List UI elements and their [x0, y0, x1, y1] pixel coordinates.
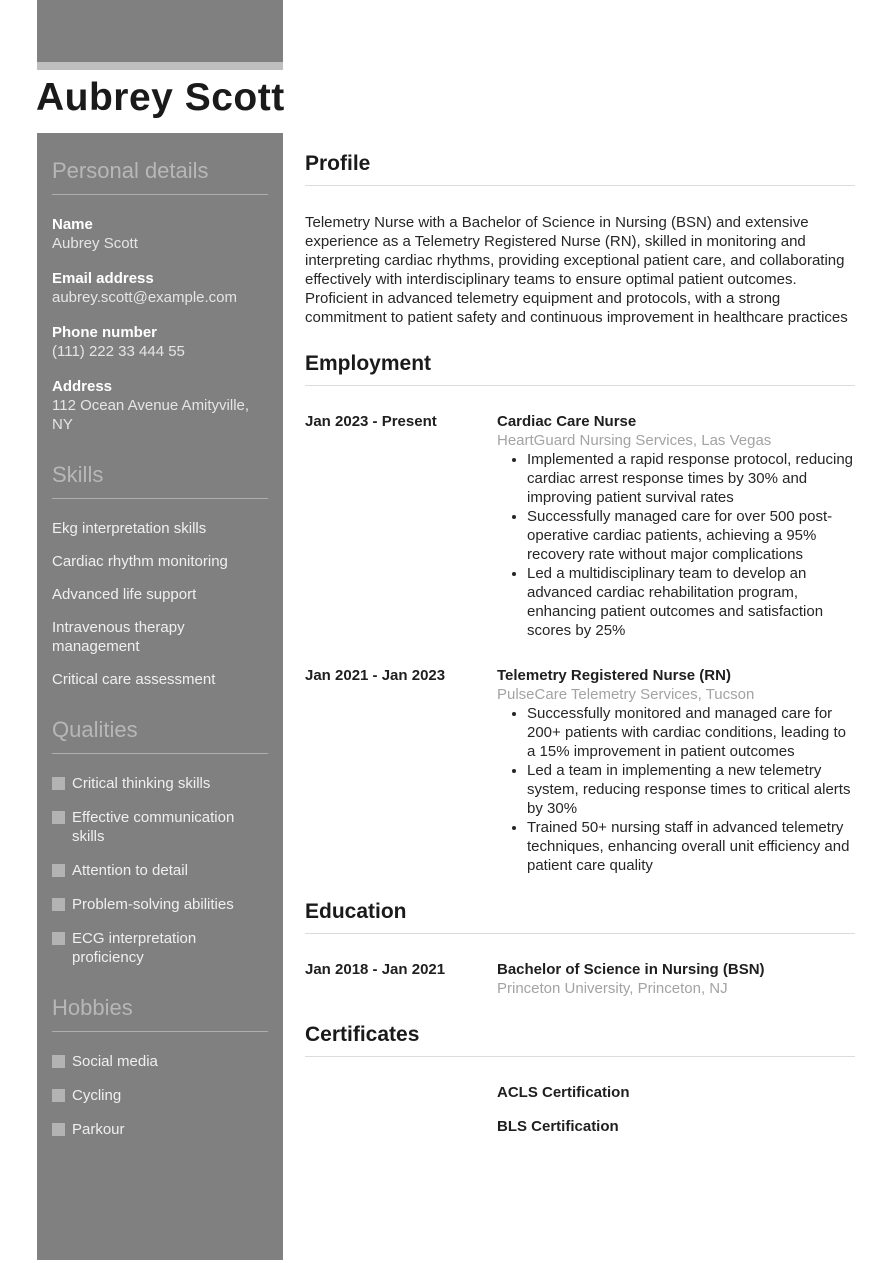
- qualities-section: [52, 717, 268, 967]
- field-label: Name: [52, 216, 93, 233]
- job-role: Telemetry Registered Nurse (RN): [497, 667, 731, 684]
- quality-item: [52, 808, 268, 846]
- personal-field-name: [52, 215, 268, 253]
- education-dates: Jan 2018 - Jan 2021: [305, 961, 446, 978]
- certificate-title: ACLS Certification: [497, 1084, 630, 1101]
- hobbies-heading: Hobbies: [52, 995, 268, 1032]
- field-label: Email address: [52, 270, 154, 287]
- job-bullet: • Implemented a rapid response protocol, reducing cardiac arrest response times by 30% and improving patient survival rates: [527, 450, 855, 507]
- sidebar: [37, 133, 283, 1260]
- square-bullet-icon: [52, 932, 65, 945]
- job-bullet: • Successfully managed care for over 500 post-operative cardiac patients, achieving a 95% recovery rate without major complications: [527, 507, 855, 564]
- main-content: [305, 152, 855, 1136]
- certificates-heading: Certificates: [305, 1023, 855, 1057]
- field-value: aubrey.scott@example.com: [52, 289, 238, 306]
- hobbies-section: [52, 995, 268, 1139]
- certificate-entry: [305, 1117, 855, 1136]
- qualities-heading: Qualities: [52, 717, 268, 754]
- job-dates: Jan 2023 - Present: [305, 413, 437, 430]
- candidate-name: Aubrey Scott: [36, 76, 285, 119]
- square-bullet-icon: [52, 864, 65, 877]
- square-bullet-icon: [52, 777, 65, 790]
- personal-details-heading: Personal details: [52, 158, 268, 195]
- certificate-title: BLS Certification: [497, 1118, 619, 1135]
- job-company: HeartGuard Nursing Services, Las Vegas: [497, 432, 772, 449]
- hobby-item: [52, 1120, 268, 1139]
- personal-details-section: [52, 158, 268, 434]
- photo-placeholder-strip: [37, 62, 283, 70]
- profile-heading: Profile: [305, 152, 855, 186]
- square-bullet-icon: [52, 1089, 65, 1102]
- skill-item: Critical care assessment: [52, 671, 216, 688]
- square-bullet-icon: [52, 898, 65, 911]
- education-school: Princeton University, Princeton, NJ: [497, 980, 728, 997]
- square-bullet-icon: [52, 1055, 65, 1068]
- skills-heading: Skills: [52, 462, 268, 499]
- quality-label: Critical thinking skills: [72, 775, 211, 792]
- quality-item: [52, 929, 268, 967]
- profile-text: Telemetry Nurse with a Bachelor of Science in Nursing (BSN) and extensive experience as a Telemetry Registered Nurse (RN), skilled in monitoring and interpreting cardiac rhythms, providing exceptional patient care, and collaborating effectively with interdisciplinary teams to ensure optimal patient outcomes. Proficient in advanced telemetry equipment and protocols, with a strong commitment to patient safety and continuous improvement in healthcare practices: [305, 214, 848, 326]
- skill-item: Cardiac rhythm monitoring: [52, 553, 228, 570]
- education-heading: Education: [305, 900, 855, 934]
- skill-item: Intravenous therapy management: [52, 619, 185, 655]
- job-bullet-list: [497, 704, 855, 875]
- skills-list: [52, 519, 268, 689]
- field-value: Aubrey Scott: [52, 235, 138, 252]
- skill-item: Advanced life support: [52, 586, 197, 603]
- job-role: Cardiac Care Nurse: [497, 413, 637, 430]
- field-label: Phone number: [52, 324, 158, 341]
- job-bullet: • Led a team in implementing a new telemetry system, reducing response times to critical alerts by 30%: [527, 761, 855, 818]
- field-label: Address: [52, 378, 113, 395]
- employment-heading: Employment: [305, 352, 855, 386]
- square-bullet-icon: [52, 811, 65, 824]
- hobby-label: Cycling: [72, 1087, 122, 1104]
- quality-label: Effective communication skills: [72, 809, 235, 845]
- certificate-dates: [305, 1117, 497, 1136]
- job-bullet-list: [497, 450, 855, 640]
- hobby-label: Social media: [72, 1053, 158, 1070]
- quality-item: [52, 861, 268, 880]
- quality-label: ECG interpretation proficiency: [72, 930, 197, 966]
- job-details: [497, 412, 855, 640]
- quality-label: Problem-solving abilities: [72, 896, 234, 913]
- quality-label: Attention to detail: [72, 862, 188, 879]
- hobbies-list: [52, 1052, 268, 1139]
- job-bullet: • Led a multidisciplinary team to develop an advanced cardiac rehabilitation program, enhancing patient outcomes and satisfaction scores by 25%: [527, 564, 855, 640]
- job-details: [497, 666, 855, 875]
- education-entry: [305, 960, 855, 998]
- square-bullet-icon: [52, 1123, 65, 1136]
- hobby-item: [52, 1086, 268, 1105]
- hobby-label: Parkour: [72, 1121, 125, 1138]
- job-company: PulseCare Telemetry Services, Tucson: [497, 686, 755, 703]
- quality-item: [52, 774, 268, 793]
- job-bullet: • Successfully monitored and managed care for 200+ patients with cardiac conditions, leading to a 15% improvement in patient outcomes: [527, 704, 855, 761]
- education-degree: Bachelor of Science in Nursing (BSN): [497, 961, 765, 978]
- employment-entry: [305, 412, 855, 640]
- quality-item: [52, 895, 268, 914]
- photo-placeholder: [37, 0, 283, 62]
- personal-field-phone: [52, 323, 268, 361]
- qualities-list: [52, 774, 268, 967]
- field-value: (111) 222 33 444 55: [52, 343, 185, 360]
- certificate-entry: [305, 1083, 855, 1102]
- education-details: [497, 960, 855, 998]
- job-bullet: • Trained 50+ nursing staff in advanced telemetry techniques, enhancing overall unit efficiency and patient care quality: [527, 818, 855, 875]
- personal-field-email: [52, 269, 268, 307]
- field-value: 112 Ocean Avenue Amityville, NY: [52, 397, 250, 433]
- job-dates: Jan 2021 - Jan 2023: [305, 667, 446, 684]
- skills-section: [52, 462, 268, 689]
- hobby-item: [52, 1052, 268, 1071]
- certificate-dates: [305, 1083, 497, 1102]
- skill-item: Ekg interpretation skills: [52, 520, 207, 537]
- employment-entry: [305, 666, 855, 875]
- personal-field-address: [52, 377, 268, 434]
